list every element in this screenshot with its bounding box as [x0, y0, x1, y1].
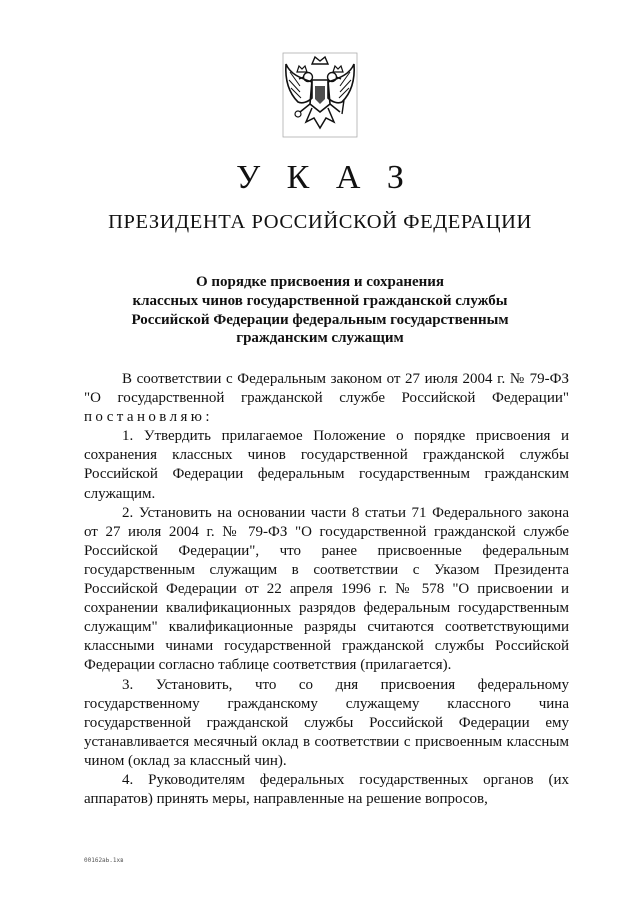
- title-line: О порядке присвоения и сохранения: [195, 274, 445, 290]
- document-body: [84, 370, 569, 809]
- issuer-heading: ПРЕЗИДЕНТА РОССИЙСКОЙ ФЕДЕРАЦИИ: [108, 211, 532, 233]
- title-line: гражданским служащим: [236, 330, 404, 347]
- intro-paragraph: [84, 370, 569, 427]
- resolve-word: постановляю:: [84, 409, 213, 426]
- item-paragraph: 2. Установить на основании части 8 статьи 71 Федерального закона от 27 июля 2004 г. № 79-ФЗ "О государственной гражданской службе Российской Федерации", что ранее присвоенные федеральным государственным служащим в соответствии с Указом Президента Российской Федерации от 22 апреля 1996 г. № 578 "О присвоении и сохранении квалификационных разрядов федеральным государственным служащим" квалификационные разряды считаются соответствующими классными чинами государственной гражданской службы Российской Федерации согласно таблице соответствия (прилагается).: [84, 504, 569, 674]
- document-title: [60, 273, 580, 348]
- decree-heading: У К А З: [236, 159, 413, 196]
- title-line: классных чинов государственной гражданской службы: [132, 292, 508, 309]
- title-line: Российской Федерации федеральным государственным: [131, 311, 509, 328]
- item-paragraph: 1. Утвердить прилагаемое Положение о порядке присвоения и сохранения классных чинов государственной гражданской службы Российской Федерации федеральным государственным гражданским служащим.: [84, 428, 569, 502]
- coat-of-arms-icon: [282, 52, 358, 138]
- intro-text: В соответствии с Федеральным законом от 27 июля 2004 г. № 79-ФЗ "О государственной гражданской службе Российской Федерации": [84, 371, 569, 407]
- item-paragraph: 3. Установить, что со дня присвоения федеральному государственному гражданскому служащему классного чина государственной гражданской службы Российской Федерации ему устанавливается месячный оклад в соответствии с присвоенным классным чином (оклад за классный чин).: [84, 676, 569, 769]
- document-code: 00162аЬ.1хв: [84, 857, 124, 864]
- item-paragraph: 4. Руководителям федеральных государственных органов (их аппаратов) принять меры, направленные на решение вопросов,: [84, 771, 569, 808]
